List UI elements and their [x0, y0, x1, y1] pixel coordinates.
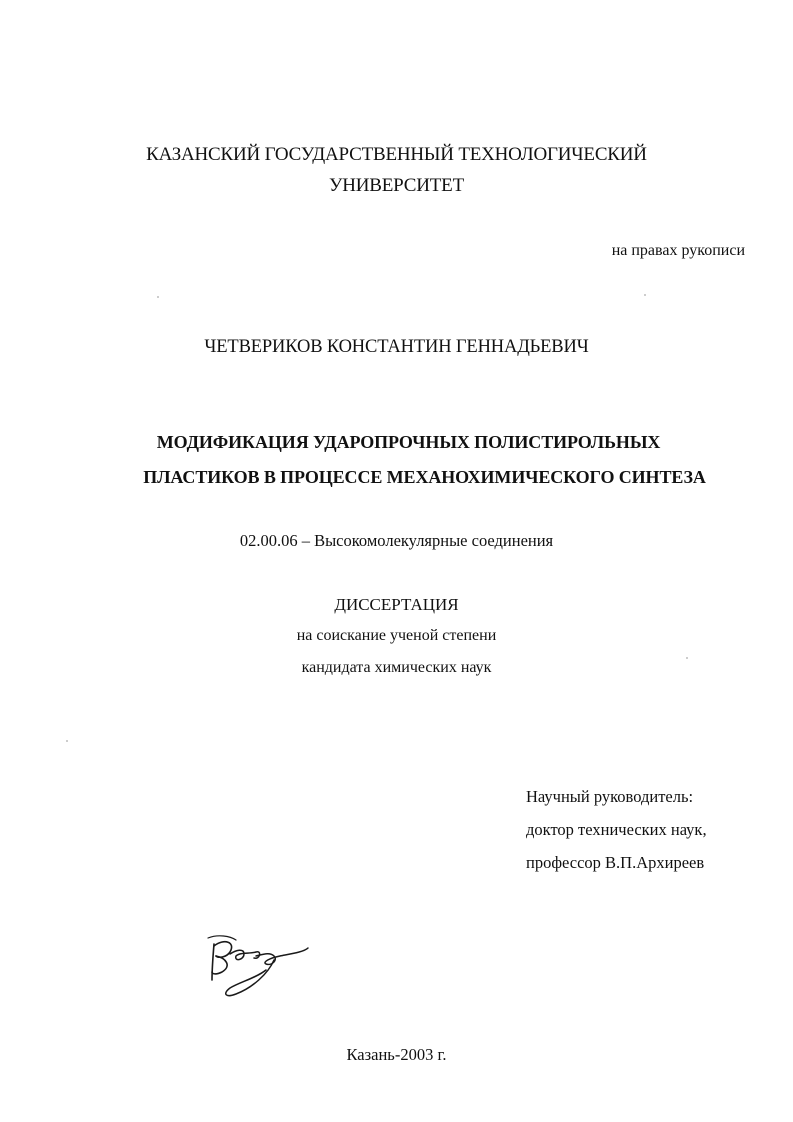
supervisor-name: профессор В.П.Архиреев	[526, 853, 705, 872]
scan-speck	[66, 740, 68, 742]
scan-speck	[644, 294, 646, 296]
author-name: ЧЕТВЕРИКОВ КОНСТАНТИН ГЕННАДЬЕВИЧ	[204, 337, 589, 357]
specialty-code: 02.00.06 – Высокомолекулярные соединения	[239, 531, 554, 550]
thesis-title-line2: ПЛАСТИКОВ В ПРОЦЕССЕ МЕХАНОХИМИЧЕСКОГО СИНТЕЗА	[143, 467, 706, 487]
university-name-line1: КАЗАНСКИЙ ГОСУДАРСТВЕННЫЙ ТЕХНОЛОГИЧЕСКИЙ	[146, 144, 647, 165]
supervisor-label: Научный руководитель:	[526, 787, 694, 806]
university-name-line2: УНИВЕРСИТЕТ	[329, 175, 464, 196]
city-and-year: Казань-2003 г.	[346, 1045, 447, 1064]
degree-line1: на соискание ученой степени	[296, 627, 497, 644]
handwritten-signature	[200, 930, 315, 1000]
scan-speck	[686, 657, 688, 659]
document-type: ДИССЕРТАЦИЯ	[334, 595, 459, 614]
degree-line2: кандидата химических наук	[301, 659, 492, 676]
supervisor-degree: доктор технических наук,	[526, 820, 707, 839]
scan-speck	[157, 296, 159, 298]
manuscript-rights-note: на правах рукописи	[611, 242, 745, 259]
thesis-title-line1: МОДИФИКАЦИЯ УДАРОПРОЧНЫХ ПОЛИСТИРОЛЬНЫХ	[156, 432, 661, 452]
